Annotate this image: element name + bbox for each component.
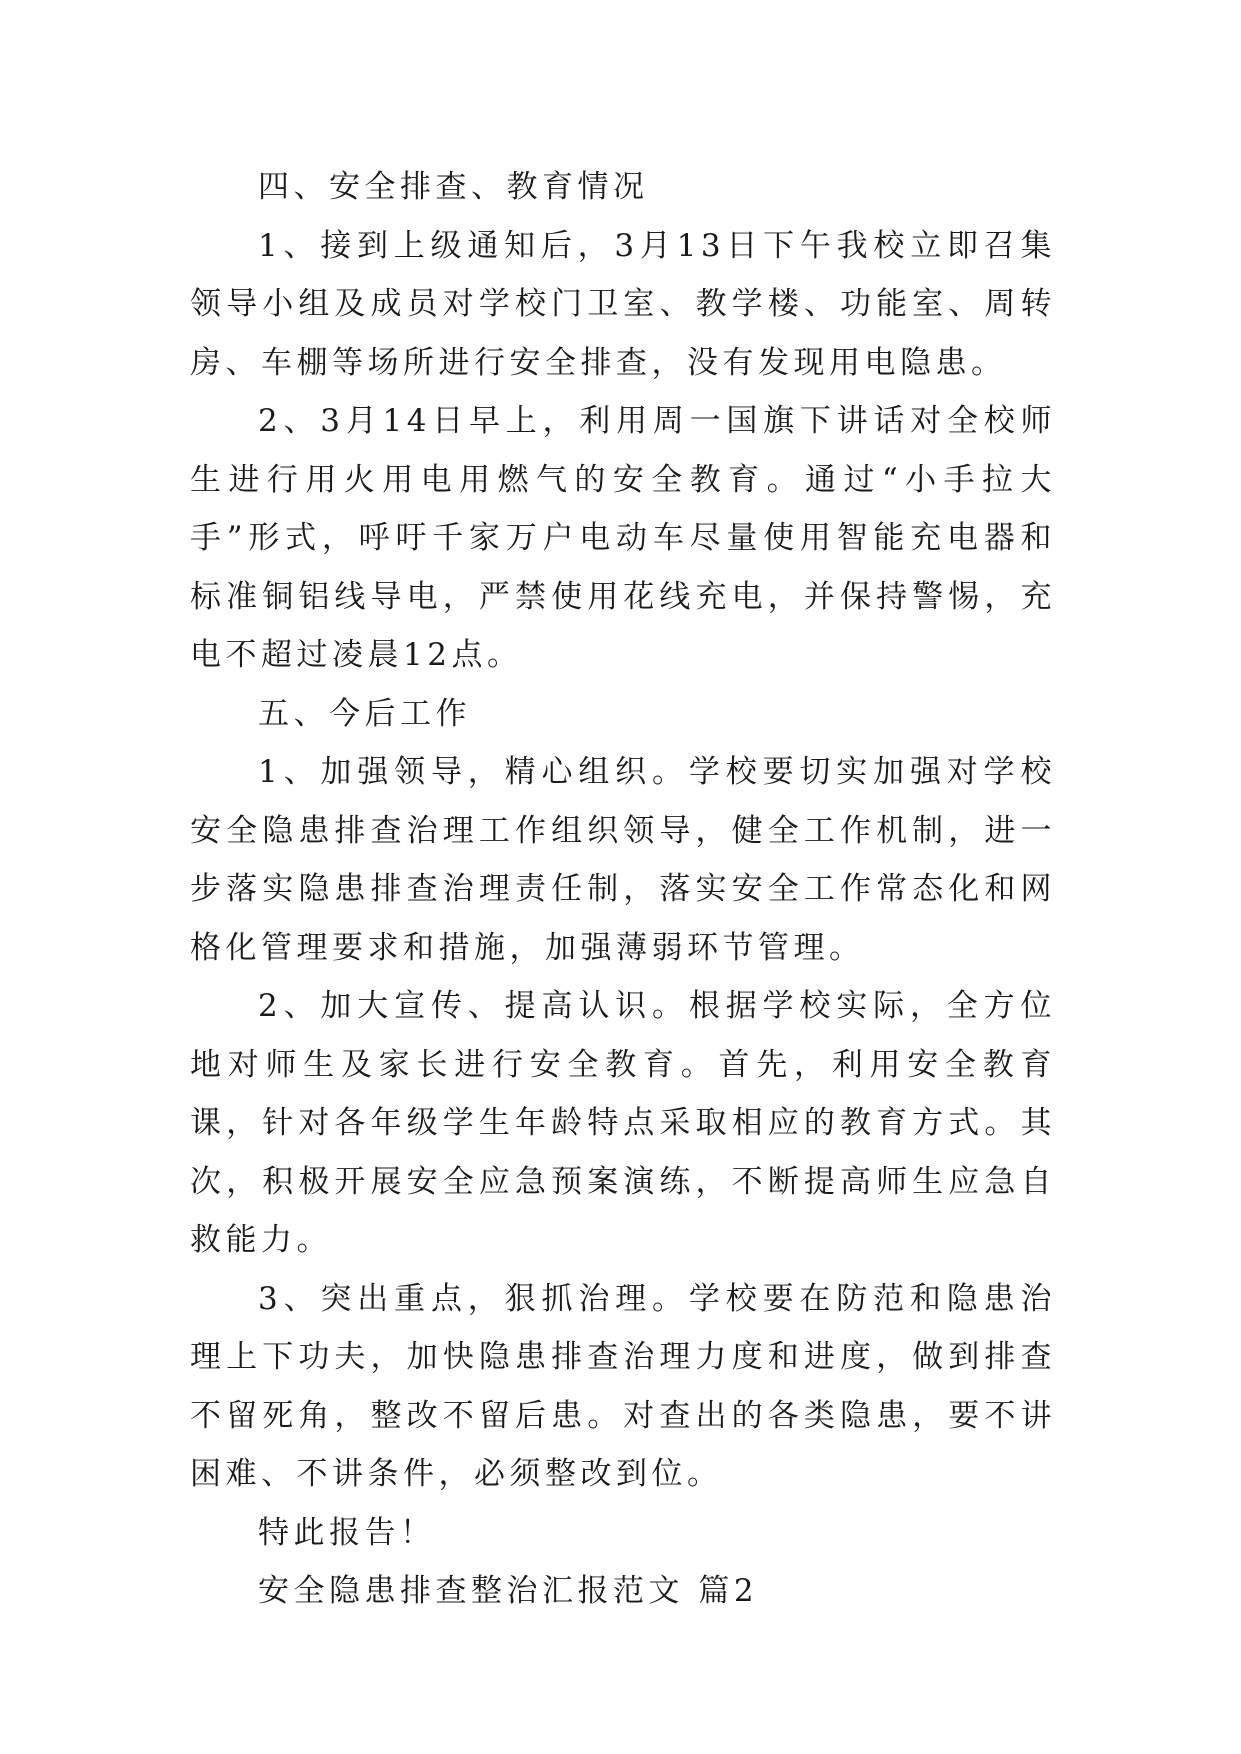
paragraph-inspection-item-2: 2、3月14日早上，利用周一国旗下讲话对全校师生进行用火用电用燃气的安全教育。通过“小手拉大手”形式，呼吁千家万户电动车尽量使用智能充电器和标准铜铝线导电，严禁使用花线充电，并保持警惕，充电不超过凌晨12点。 [190, 403, 1056, 673]
paragraph-future-item-1: 1、加强领导，精心组织。学校要切实加强对学校安全隐患排查治理工作组织领导，健全工作机制，进一步落实隐患排查治理责任制，落实安全工作常态化和网格化管理要求和措施，加强薄弱环节管理。 [190, 754, 1056, 966]
document-body [190, 158, 1056, 1621]
paragraph-inspection-item-1: 1、接到上级通知后，3月13日下午我校立即召集领导小组及成员对学校门卫室、教学楼、功能室、周转房、车棚等场所进行安全排查，没有发现用电隐患。 [190, 227, 1056, 381]
closing-statement: 特此报告！ [258, 1514, 436, 1551]
section-heading-safety-inspection: 四、安全排查、教育情况 [258, 169, 649, 205]
paragraph-future-item-3: 3、突出重点，狠抓治理。学校要在防范和隐患治理上下功夫，加快隐患排查治理力度和进度，做到排查不留死角，整改不留后患。对查出的各类隐患，要不讲困难、不讲条件，必须整改到位。 [190, 1280, 1056, 1492]
next-article-title: 安全隐患排查整治汇报范文 篇2 [258, 1573, 759, 1609]
section-heading-future-work: 五、今后工作 [258, 695, 471, 732]
paragraph-future-item-2: 2、加大宣传、提高认识。根据学校实际，全方位地对师生及家长进行安全教育。首先，利用安全教育课，针对各年级学生年龄特点采取相应的教育方式。其次，积极开展安全应急预案演练，不断提高师生应急自救能力。 [190, 988, 1056, 1258]
